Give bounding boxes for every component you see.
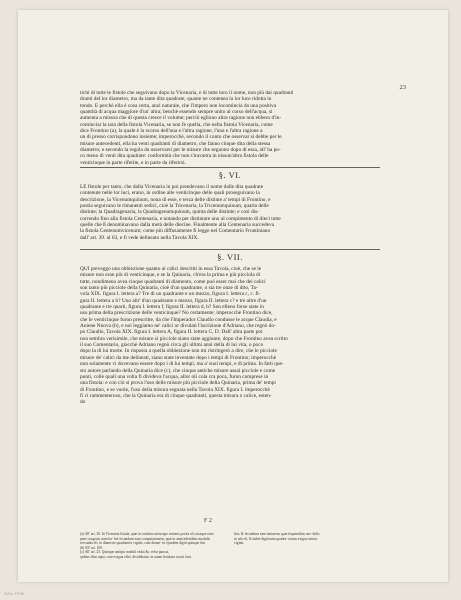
text-line: quelle che ß denominavano dalla metà delle diecine. Finalmente alla Centenaria succedeva xyxy=(80,222,275,229)
text-line: vola XIX. figura I. lettera a? Tre di un quadrante e un mezzo, figura I. lettera c, c. fi- xyxy=(80,291,261,298)
section-6-paragraph xyxy=(80,184,380,241)
text-line: misure non eran più di venticinque, e se la Quinaria, ch'era la prima e più picciola di xyxy=(80,272,261,279)
text-line: QUI preveggo una obbiezione quanto ai calici descritti in essa Tavola, cioè, che se le xyxy=(80,266,262,272)
top-paragraph xyxy=(80,90,380,166)
footnotes xyxy=(80,532,380,560)
text-line: tondo. E perchè ella è cosa certa, anzi naturale, che l'impero non incomincia da una positiva xyxy=(80,102,277,109)
text-line: son tanto più picciole della Quinaria, cioè d'un quadrante, o sia tre onze di dito, Ta- xyxy=(80,285,258,292)
footnotes-right-column xyxy=(234,532,380,560)
text-line: che le venticinque furon prescritte, da che l'Imperador Claudio condusse le acque Claudia, e xyxy=(80,316,277,323)
section-heading-7: §. VII. xyxy=(217,252,243,262)
section-rule-7 xyxy=(80,249,380,250)
text-line: non solamente vi dovevano essere dopo i di lui tempi, ma a' suoi tempi, e di prima. In fatti que- xyxy=(80,361,284,368)
text-line: contenute nelle lor luci, erano, in ordine alle venticinque delle quali proseguivano la xyxy=(80,190,260,197)
section-heading-6: §. VI. xyxy=(218,170,242,180)
text-line: cominciar la tara della fistola Vicenaria, se non fe quella, che nella fistola Vicenaria, come xyxy=(80,121,273,128)
text-line: misure antecedenti, ella ha venti quadranti di diametro, che fanno cinque dita della stessa xyxy=(80,140,271,147)
text-line: pene congruit, nam ha- bet fecundum eam computationem, quæ in antecedentibus modulis xyxy=(80,536,211,541)
text-line: descrizione, la Vicenumquinum, nona di esse, e terza delle distinte a' tempi di Frontino, e xyxy=(80,196,271,203)
text-line: dice Frontino (a), la quale è la scorso dell'una e l'altra ragione, l'una e l'altra ragione a xyxy=(80,128,263,135)
text-line: po Claudio, Tavola XIX. figura I. lettera A, figura II. lettera C, D. Dall' altra parte poi xyxy=(80,329,263,336)
text-line: diametro; e secondo la regola da osservarsi per le misure che seguono dopo di essa, all' ha po- xyxy=(80,147,281,154)
text-line: LE fistole per tanto, che dalla Vicenaria in poi prendevano il nome dalle dita quadrate xyxy=(80,184,264,190)
text-line: gura II. lettera a b? Uno altr' d'un quadrante e mezzo, figura II. lettera c? e tre altre d'un xyxy=(80,297,267,304)
text-line: drantì del lor diametro, ma da tante dita quadrate, quante ne contenea la lor luce ridotta in xyxy=(80,96,272,103)
text-line: fint; & fecundum eam rationem, quæ fequentibus mo- dulis xyxy=(234,532,320,536)
text-line: dall' art. 39. al 63, e fi vede delineato nella Tavola XIX. xyxy=(80,234,199,241)
text-line: quibus olim aqua, cum exigua effet, dividebatur, in unam fistulam coacti funt. xyxy=(80,554,192,559)
book-page xyxy=(18,10,448,582)
text-line: postia seguivano le rimanenti sedici, cioè la Tricenaria, la Tricenumquinum, quarta delle xyxy=(80,203,269,210)
text-line: tutte, nondimeno avea cinque quadranti di diamento, come può esser mai che dei calici xyxy=(80,278,266,285)
page-number: 23 xyxy=(399,84,406,91)
text-line: fi ci rammenteroso, che la Quinaria era di cinque quadranti, questa misura o calice, esten- xyxy=(80,392,272,399)
text-line: do xyxy=(80,399,86,406)
text-line: misure de' calici da me delineati, siano state inventate dopo i tempi di Frontino; imperocchè xyxy=(80,354,277,361)
text-line: distinte; la Quadragenaria, la Quadragenumquinum, quinta delle distinte; e così dis- xyxy=(80,209,259,216)
text-line: quantità di acqua maggiore d'un' altra; benchè essendo sempre unito al corso dell'acqua, si xyxy=(80,109,273,116)
text-line: (c) All' art. 25. Quinque antiqui moduli eiska &c velut puncta, xyxy=(80,550,170,555)
text-line: in ufu eft, & habet digitorum quadra- torum exiguo minus xyxy=(234,536,318,541)
text-line: venticinque in parte riferite, e in parte da riferirsi. xyxy=(80,159,186,166)
footnotes-left-column xyxy=(80,532,226,560)
text-line: punti, colle quali una volta fi divideva l'acqua, allor oli cola cra poca, furon comprese in xyxy=(80,373,269,380)
text-line: dopo la di lui morte. In risposta a quella obbiezione non mi ristringerò a dire, che le picciole xyxy=(80,348,277,355)
text-line: aumenta a misura che di questa cresce il volume; perciò egliono altra ragione non ebbero d'in- xyxy=(80,115,282,122)
text-line: co meno di venti dita quadrate: conformità che non s'incontra in nissun'altra fistola delle xyxy=(80,153,269,160)
text-line: Aniene Nuova (b), e noi leggiamo ne' calici or divulati l'iscrizione d'Adriano, che regnò do- xyxy=(80,323,276,330)
text-line: tichi di tutte le fistole che seguivano dopo la Vicenaria, e di tutte loro il nome, non più dai quadranti xyxy=(80,90,294,96)
signature-mark: F 2 xyxy=(204,518,212,524)
text-line: (b) All' art. 109. xyxy=(80,545,103,550)
text-line: uso prima della prescrizione delle venticinque? No certamente; imperocchè Frontino dice, xyxy=(80,310,273,317)
pencil-annotation: Arlex 19.66 xyxy=(4,592,25,596)
text-line: servanda eft, in diametro quadrantes viginti, cum diame- tri ejusdem digiti quinque fint xyxy=(80,541,206,546)
text-line: viginti. xyxy=(234,541,245,546)
text-line: di Frontino, e se vuole, l'uso della misura segnata nella Tavola XIX. figura I. imperocchè xyxy=(80,386,270,393)
section-rule-6 xyxy=(80,167,380,168)
text-line: non sembra verisimile, che misure sì picciole siano state aggiunte, dopo che Frontino avea scritto xyxy=(80,335,288,342)
text-line: sto autore parlando della Quinaria dice (c), che cinque antiche misure assai picciole e come xyxy=(80,367,276,374)
text-line: un di presso corrispondono insieme; imperocchè, secondo il conto che osservar si debbe per le xyxy=(80,134,282,141)
text-line: quadrante e tre quarti, figura I. lettera f, figura II. lettera d, b? Son elleno forse state in xyxy=(80,304,264,311)
section-7-paragraph xyxy=(80,266,380,406)
text-line: una fistola: e con ciò si prova l'uso delle misure più picciole della Quinaria, prima de' tempi xyxy=(80,380,276,387)
text-line: correndo fino alla fistola Centenaria, e notando per distintare uno al compimento di dieci tutte xyxy=(80,215,281,222)
text-line: il suo Comentario, giacchè Adriano regnò circa gli ultimi anni della di lui vita, o poco xyxy=(80,342,264,349)
text-line: (a) All' art. 30. In Vicenaria fistula, quæ in confinio utriusque rationis posita eft, utraque ratio xyxy=(80,532,214,536)
text-line: la fistola Centenumvicenum; come più diffusamente fi legge nel Comentario Frontiniano xyxy=(80,228,271,235)
